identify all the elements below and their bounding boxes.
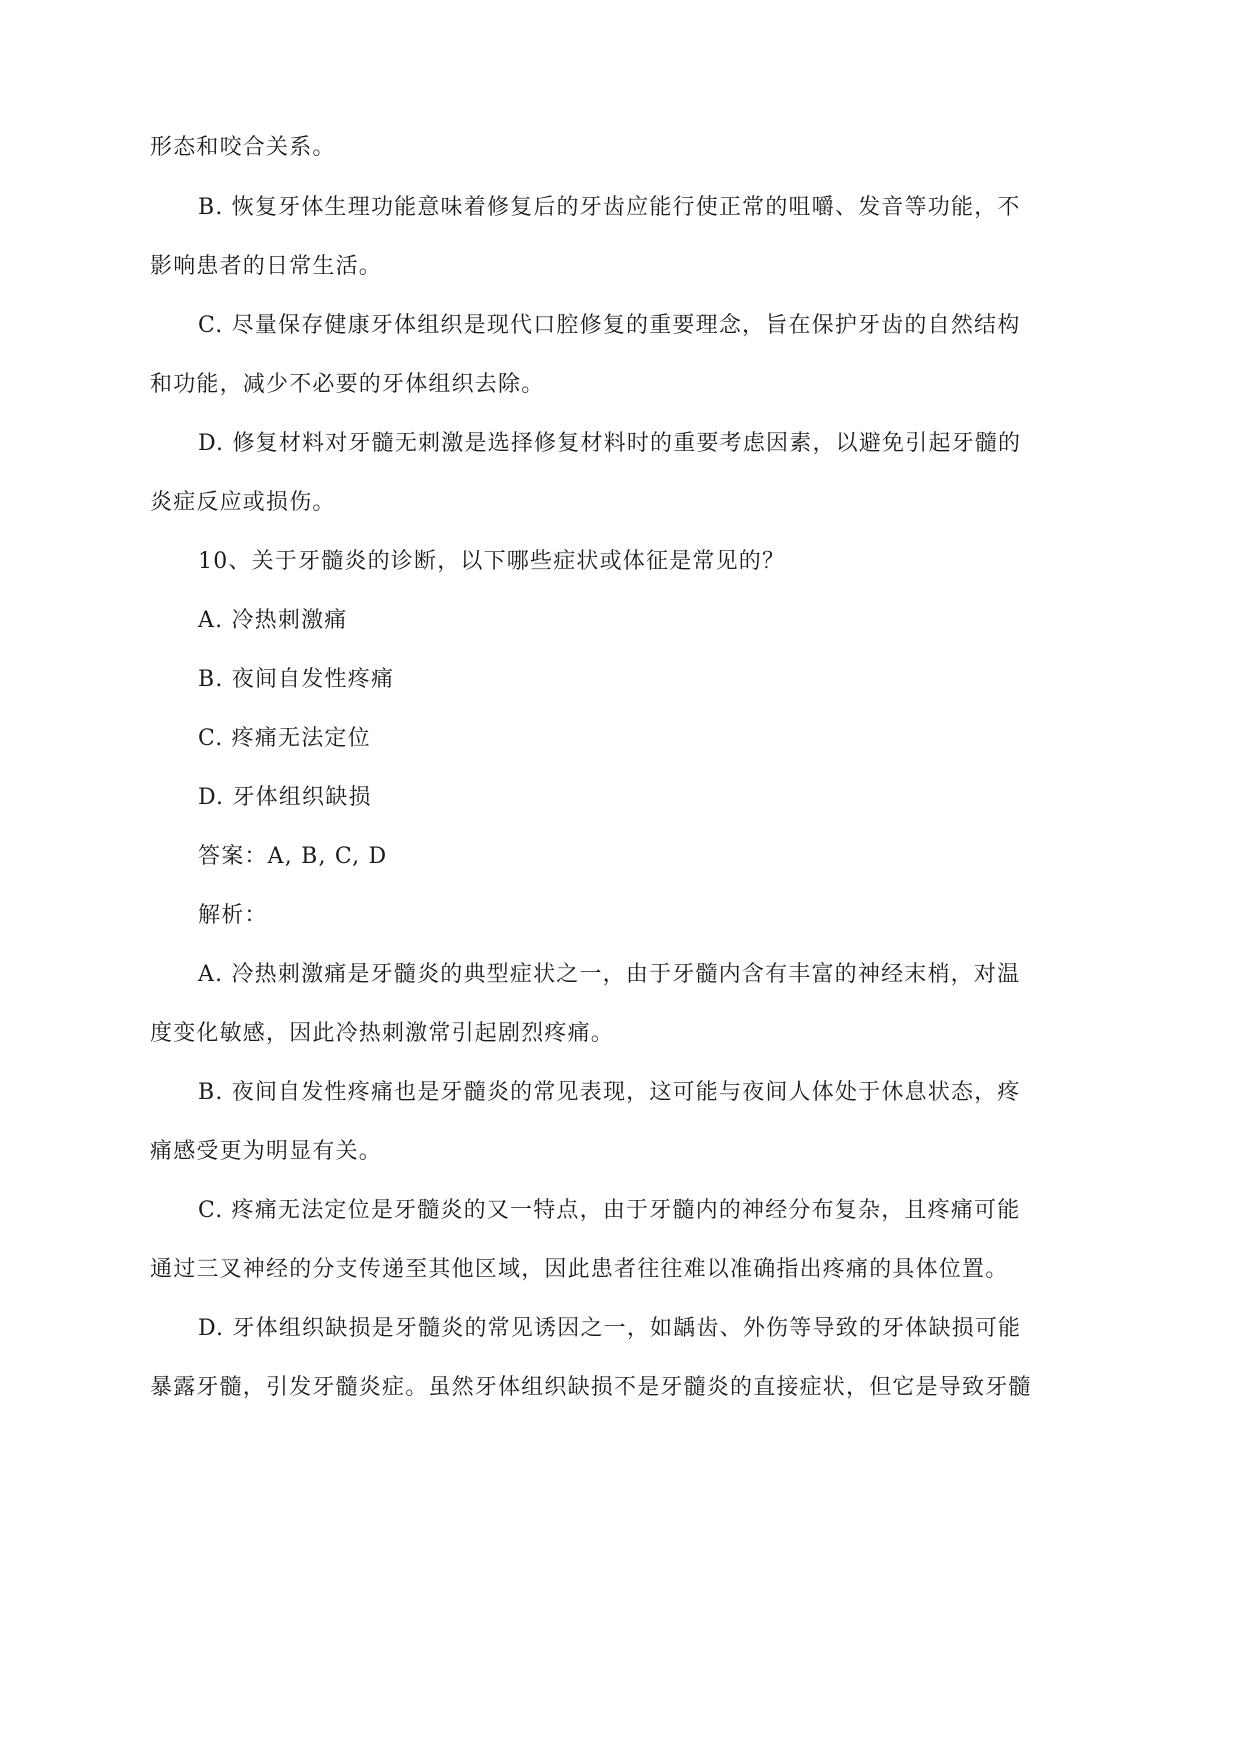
text-line: C. 尽量保存健康牙体组织是现代口腔修复的重要理念，旨在保护牙齿的自然结构 <box>198 313 1021 338</box>
text-line: B. 夜间自发性疼痛也是牙髓炎的常见表现，这可能与夜间人体处于休息状态，疼 <box>198 1080 1021 1105</box>
analysis-heading: 解析： <box>198 903 268 928</box>
text-line: D. 牙体组织缺损是牙髓炎的常见诱因之一，如龋齿、外伤等导致的牙体缺损可能 <box>198 1316 1022 1341</box>
question-heading: 10、关于牙髓炎的诊断，以下哪些症状或体征是常见的？ <box>198 549 786 574</box>
option-c: C. 疼痛无法定位 <box>198 726 371 751</box>
text-line: D. 修复材料对牙髓无刺激是选择修复材料时的重要考虑因素，以避免引起牙髓的 <box>198 431 1022 456</box>
text-line: 炎症反应或损伤。 <box>150 490 336 515</box>
answer-line: 答案：A, B, C, D <box>198 844 388 869</box>
text-line: 痛感受更为明显有关。 <box>150 1139 383 1164</box>
text-line: B. 恢复牙体生理功能意味着修复后的牙齿应能行使正常的咀嚼、发音等功能，不 <box>198 195 1021 220</box>
option-b: B. 夜间自发性疼痛 <box>198 667 395 692</box>
option-d: D. 牙体组织缺损 <box>198 785 372 810</box>
text-line: 通过三叉神经的分支传递至其他区域，因此患者往往难以准确指出疼痛的具体位置。 <box>150 1257 1009 1282</box>
text-line: 和功能，减少不必要的牙体组织去除。 <box>150 372 545 397</box>
text-line: 影响患者的日常生活。 <box>150 254 383 279</box>
text-line: 度变化敏感，因此冷热刺激常引起剧烈疼痛。 <box>150 1021 615 1046</box>
text-line: 暴露牙髓，引发牙髓炎症。虽然牙体组织缺损不是牙髓炎的直接症状，但它是导致牙髓 <box>150 1375 1032 1400</box>
option-a: A. 冷热刺激痛 <box>198 608 348 633</box>
text-line: C. 疼痛无法定位是牙髓炎的又一特点，由于牙髓内的神经分布复杂，且疼痛可能 <box>198 1198 1021 1223</box>
text-line: 形态和咬合关系。 <box>150 135 336 160</box>
text-line: A. 冷热刺激痛是牙髓炎的典型症状之一，由于牙髓内含有丰富的神经末梢，对温 <box>198 962 1021 987</box>
